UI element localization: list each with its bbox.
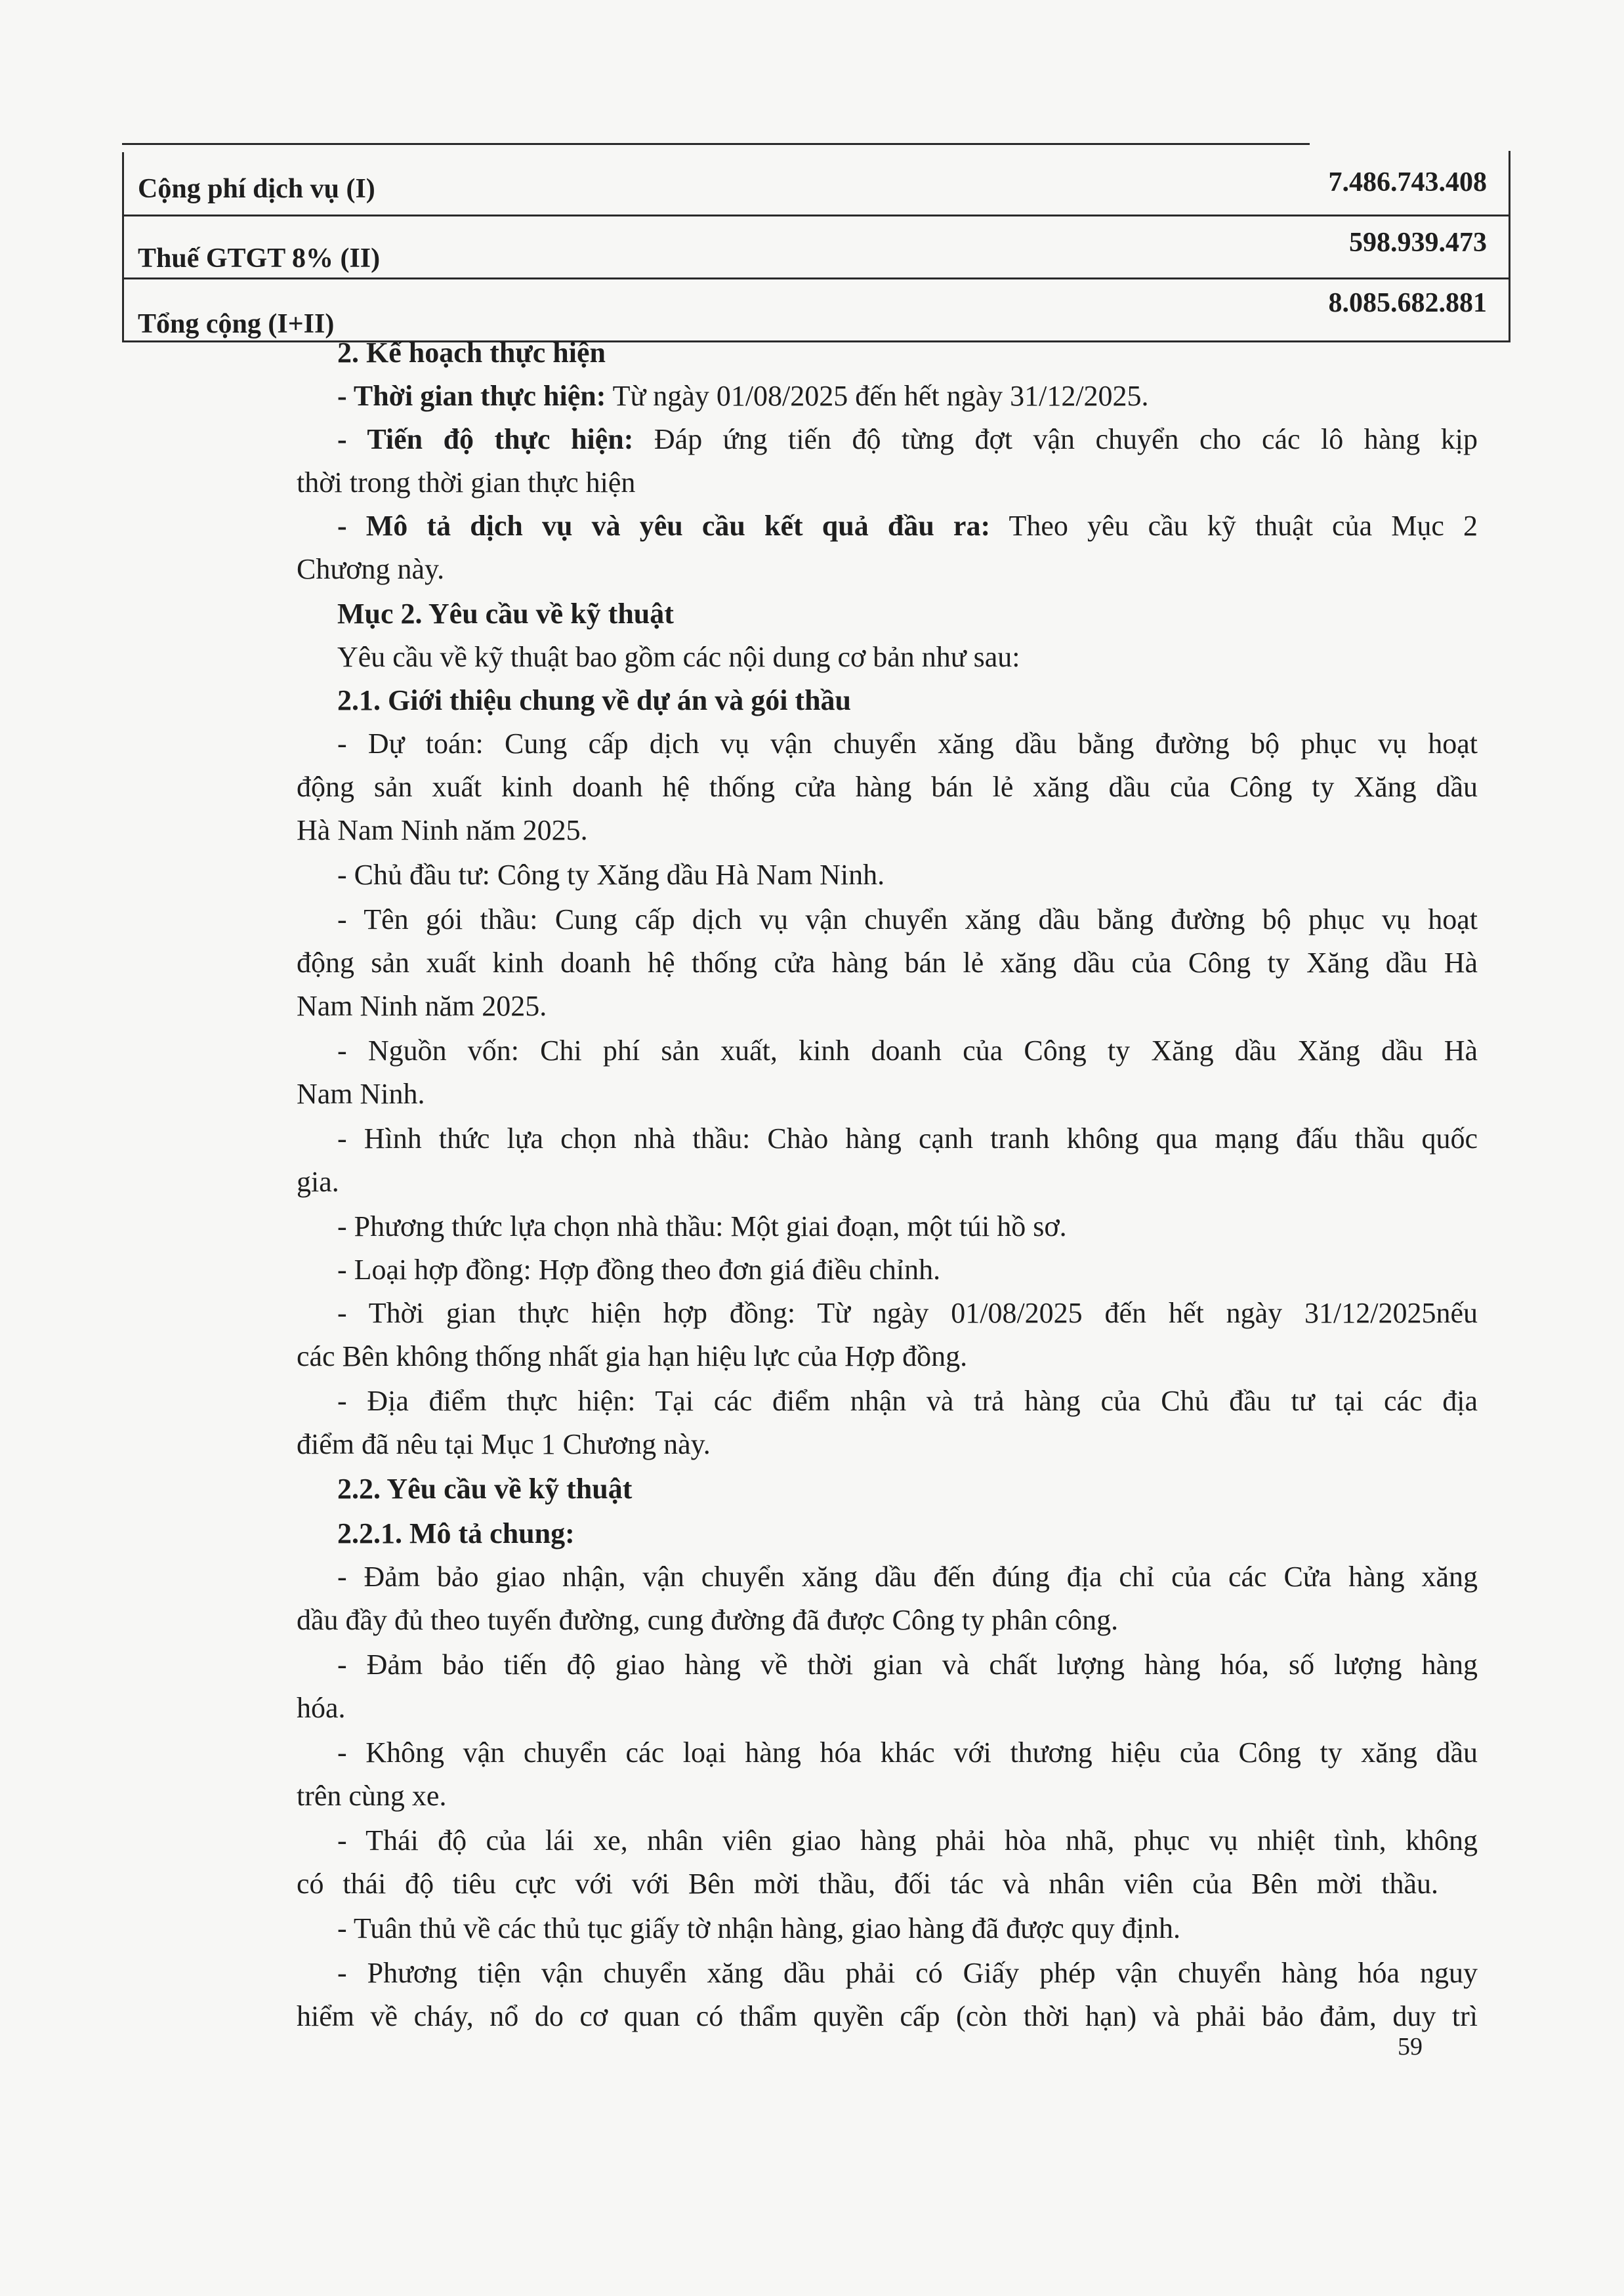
plan-heading: 2. Kế hoạch thực hiện (337, 337, 606, 369)
subsubsection-heading: 2.2.1. Mô tả chung: (337, 1517, 575, 1549)
subsection-heading: 2.2. Yêu cầu về kỹ thuật (337, 1473, 633, 1505)
row-label: Thuế GTGT 8% (II) (138, 243, 381, 274)
plan-description: - Mô tả dịch vụ và yêu cầu kết quả đầu ra: Theo yêu cầu kỹ thuật của Mục 2 (337, 510, 1478, 542)
paragraph-contract-time: - Thời gian thực hiện hợp đồng: Từ ngày 01/08/2025 đến hết ngày 31/12/2025nếu (337, 1297, 1478, 1329)
requirement-item: - Không vận chuyển các loại hàng hóa khác với thương hiệu của Công ty xăng dầu (337, 1736, 1478, 1769)
document-page: Cộng phí dịch vụ (I) 7.486.743.408 Thuế GTGT 8% (II) 598.939.473 Tổng cộng (I+II) 8.085.682.881 2. Kế hoạch thực hiện - Thời gian thực hiện: Từ ngày 01/08/2025 đến hết ngày 31/12/2025. - Tiến độ thực hiện: Đáp ứng tiến độ từng đợt vận chuyển cho các lô hàng kịp thời trong thời gian thực hiện - Mô tả dịch vụ và yêu cầu kết quả đầu ra: Theo yêu cầu kỹ thuật của Mục 2 Chương này. Mục 2. Yêu cầu về kỹ thuật Yêu cầu về kỹ thuật bao gồm các nội dung cơ bản như sau: 2.1. Giới thiệu chung về dự án và gói thầu - Dự toán: Cung cấp dịch vụ vận chuyển xăng dầu bằng đường bộ phục vụ hoạt động sản xuất kinh doanh hệ thống cửa hàng bán lẻ xăng dầu của Công ty Xăng dầu Hà Nam Ninh năm 2025. - Chủ đầu tư: Công ty Xăng dầu Hà Nam Ninh. - Tên gói thầu: Cung cấp dịch vụ vận chuyển xăng dầu bằng đường bộ phục vụ hoạt động sản xuất kinh doanh hệ thống cửa hàng bán lẻ xăng dầu của Công ty Xăng dầu Hà Nam Ninh năm 2025. - Nguồn vốn: Chi phí sản xuất, kinh doanh của Công ty Xăng dầu Xăng dầu Hà Nam Ninh. - Hình thức lựa chọn nhà thầu: Chào hàng cạnh tranh không qua mạng đấu thầu quốc gia. - Phương thức lựa chọn nhà thầu: Một giai đoạn, một túi hồ sơ. - Loại hợp đồng: Hợp đồng theo đơn giá điều chỉnh. - Thời gian thực hiện hợp đồng: Từ ngày 01/08/2025 đến hết ngày 31/12/2025nếu các Bên không thống nhất gia hạn hiệu lực của Hợp đồng. - Địa điểm thực hiện: Tại các điểm nhận và trả hàng của Chủ đầu tư tại các địa điểm đã nêu tại Mục 1 Chương này. 2.2. Yêu cầu về kỹ thuật 2.2.1. Mô tả chung: - Đảm bảo giao nhận, vận chuyển xăng dầu đến đúng địa chỉ của các Cửa hàng xăng dầu đầy đủ theo tuyến đường, cung đường đã được Công ty phân công. - Đảm bảo tiến độ giao hàng về thời gian và chất lượng hàng hóa, số lượng hàng hóa. - Không vận chuyển các loại hàng hóa khác với thương hiệu của Công ty xăng dầu trên cùng xe. - Thái độ của lái xe, nhân viên giao hàng phải hòa nhã, phục vụ nhiệt tình, không có thái độ tiêu cực với với Bên mời thầu, đối tác và nhân viên của Bên mời thầu. - Tuân thủ về các thủ tục giấy tờ nhận hàng, giao hàng đã được quy định. - Phương tiện vận chuyển xăng dầu phải có Giấy phép vận chuyển hàng hóa nguy hiểm về cháy, nổ do cơ quan có thẩm quyền cấp (còn thời hạn) và phải bảo đảm, duy trì 59 (0, 0, 1624, 2296)
requirement-item: - Thái độ của lái xe, nhân viên giao hàng phải hòa nhã, phục vụ nhiệt tình, không (337, 1824, 1478, 1856)
paragraph-location: - Địa điểm thực hiện: Tại các điểm nhận và trả hàng của Chủ đầu tư tại các địa (337, 1385, 1478, 1417)
row-value: 8.085.682.881 (1328, 288, 1487, 318)
plan-description-cont: Chương này. (297, 553, 445, 585)
table-top-border (122, 143, 1310, 145)
paragraph-funding: - Nguồn vốn: Chi phí sản xuất, kinh doanh của Công ty Xăng dầu Xăng dầu Hà (337, 1035, 1478, 1067)
requirement-item: - Đảm bảo tiến độ giao hàng về thời gian và chất lượng hàng hóa, số lượng hàng (337, 1649, 1478, 1681)
table-row (122, 279, 1510, 342)
section-intro: Yêu cầu về kỹ thuật bao gồm các nội dung cơ bản như sau: (337, 641, 1020, 673)
section-heading: Mục 2. Yêu cầu về kỹ thuật (337, 598, 674, 630)
requirement-item: - Phương tiện vận chuyển xăng dầu phải có Giấy phép vận chuyển hàng hóa nguy (337, 1957, 1478, 1989)
paragraph-estimate: - Dự toán: Cung cấp dịch vụ vận chuyển xăng dầu bằng đường bộ phục vụ hoạt (337, 728, 1478, 760)
page-number: 59 (1398, 2033, 1423, 2060)
row-label: Cộng phí dịch vụ (I) (138, 174, 375, 204)
paragraph-method: - Phương thức lựa chọn nhà thầu: Một giai đoạn, một túi hồ sơ. (337, 1210, 1067, 1242)
requirement-item: - Đảm bảo giao nhận, vận chuyển xăng dầu đến đúng địa chỉ của các Cửa hàng xăng (337, 1561, 1478, 1593)
paragraph-owner: - Chủ đầu tư: Công ty Xăng dầu Hà Nam Ninh. (337, 859, 885, 891)
subsection-heading: 2.1. Giới thiệu chung về dự án và gói thầu (337, 684, 852, 716)
row-value: 598.939.473 (1349, 228, 1487, 258)
row-label: Tổng cộng (I+II) (138, 309, 335, 339)
table-row (122, 216, 1510, 279)
plan-time: - Thời gian thực hiện: Từ ngày 01/08/2025 đến hết ngày 31/12/2025. (337, 380, 1149, 412)
plan-progress: - Tiến độ thực hiện: Đáp ứng tiến độ từng đợt vận chuyển cho các lô hàng kịp (337, 423, 1478, 455)
table-row (122, 151, 1510, 216)
paragraph-contract-type: - Loại hợp đồng: Hợp đồng theo đơn giá điều chỉnh. (337, 1254, 941, 1286)
paragraph-package: - Tên gói thầu: Cung cấp dịch vụ vận chuyển xăng dầu bằng đường bộ phục vụ hoạt (337, 903, 1478, 935)
paragraph-form: - Hình thức lựa chọn nhà thầu: Chào hàng cạnh tranh không qua mạng đấu thầu quốc (337, 1122, 1478, 1155)
requirement-item: - Tuân thủ về các thủ tục giấy tờ nhận hàng, giao hàng đã được quy định. (337, 1912, 1181, 1944)
plan-progress-cont: thời trong thời gian thực hiện (297, 466, 636, 499)
row-value: 7.486.743.408 (1328, 167, 1487, 197)
